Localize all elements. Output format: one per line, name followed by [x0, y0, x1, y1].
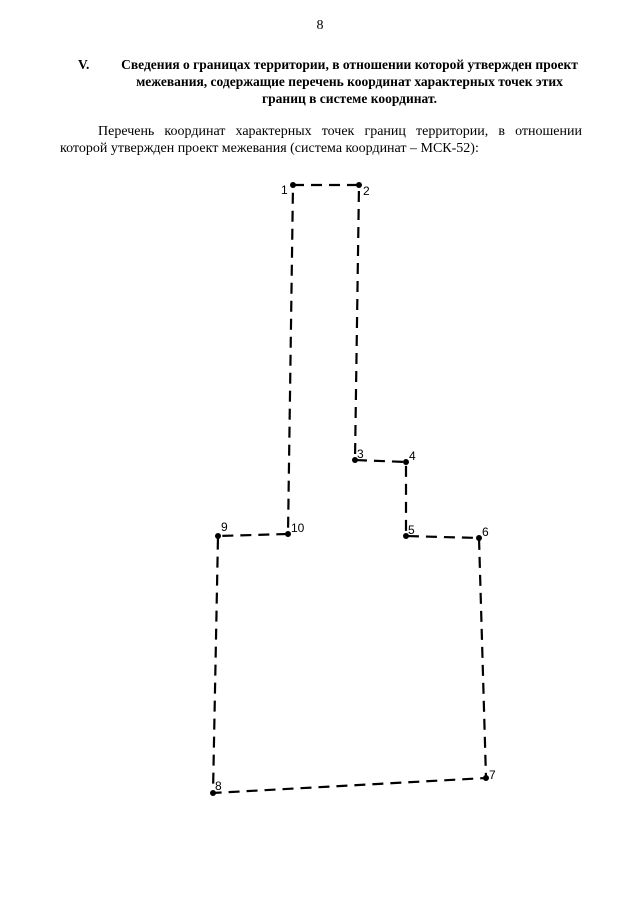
boundary-line — [213, 185, 486, 793]
point-label-7: 7 — [489, 768, 496, 782]
page-number: 8 — [316, 18, 324, 33]
point-label-1: 1 — [281, 183, 288, 197]
point-label-5: 5 — [408, 523, 415, 537]
section-number: V. — [78, 57, 90, 72]
intro-paragraph: Перечень координат характерных точек границ территории, в отношении которой утвержден проект межевания (система координат – МСК-52): — [60, 124, 582, 156]
point-label-4: 4 — [409, 449, 416, 463]
section-title: Сведения о границах территории, в отношении которой утвержден проект межевания, содержащие перечень координат характерных точек этих границ в системе координат. — [121, 57, 578, 106]
point-label-6: 6 — [482, 525, 489, 539]
boundary-points — [210, 182, 496, 796]
point-label-3: 3 — [357, 447, 364, 461]
point-label-2: 2 — [363, 184, 370, 198]
point-label-9: 9 — [221, 520, 228, 534]
point-label-10: 10 — [291, 521, 305, 535]
point-label-8: 8 — [215, 779, 222, 793]
boundary-point-1 — [290, 182, 296, 188]
boundary-point-2 — [356, 182, 362, 188]
